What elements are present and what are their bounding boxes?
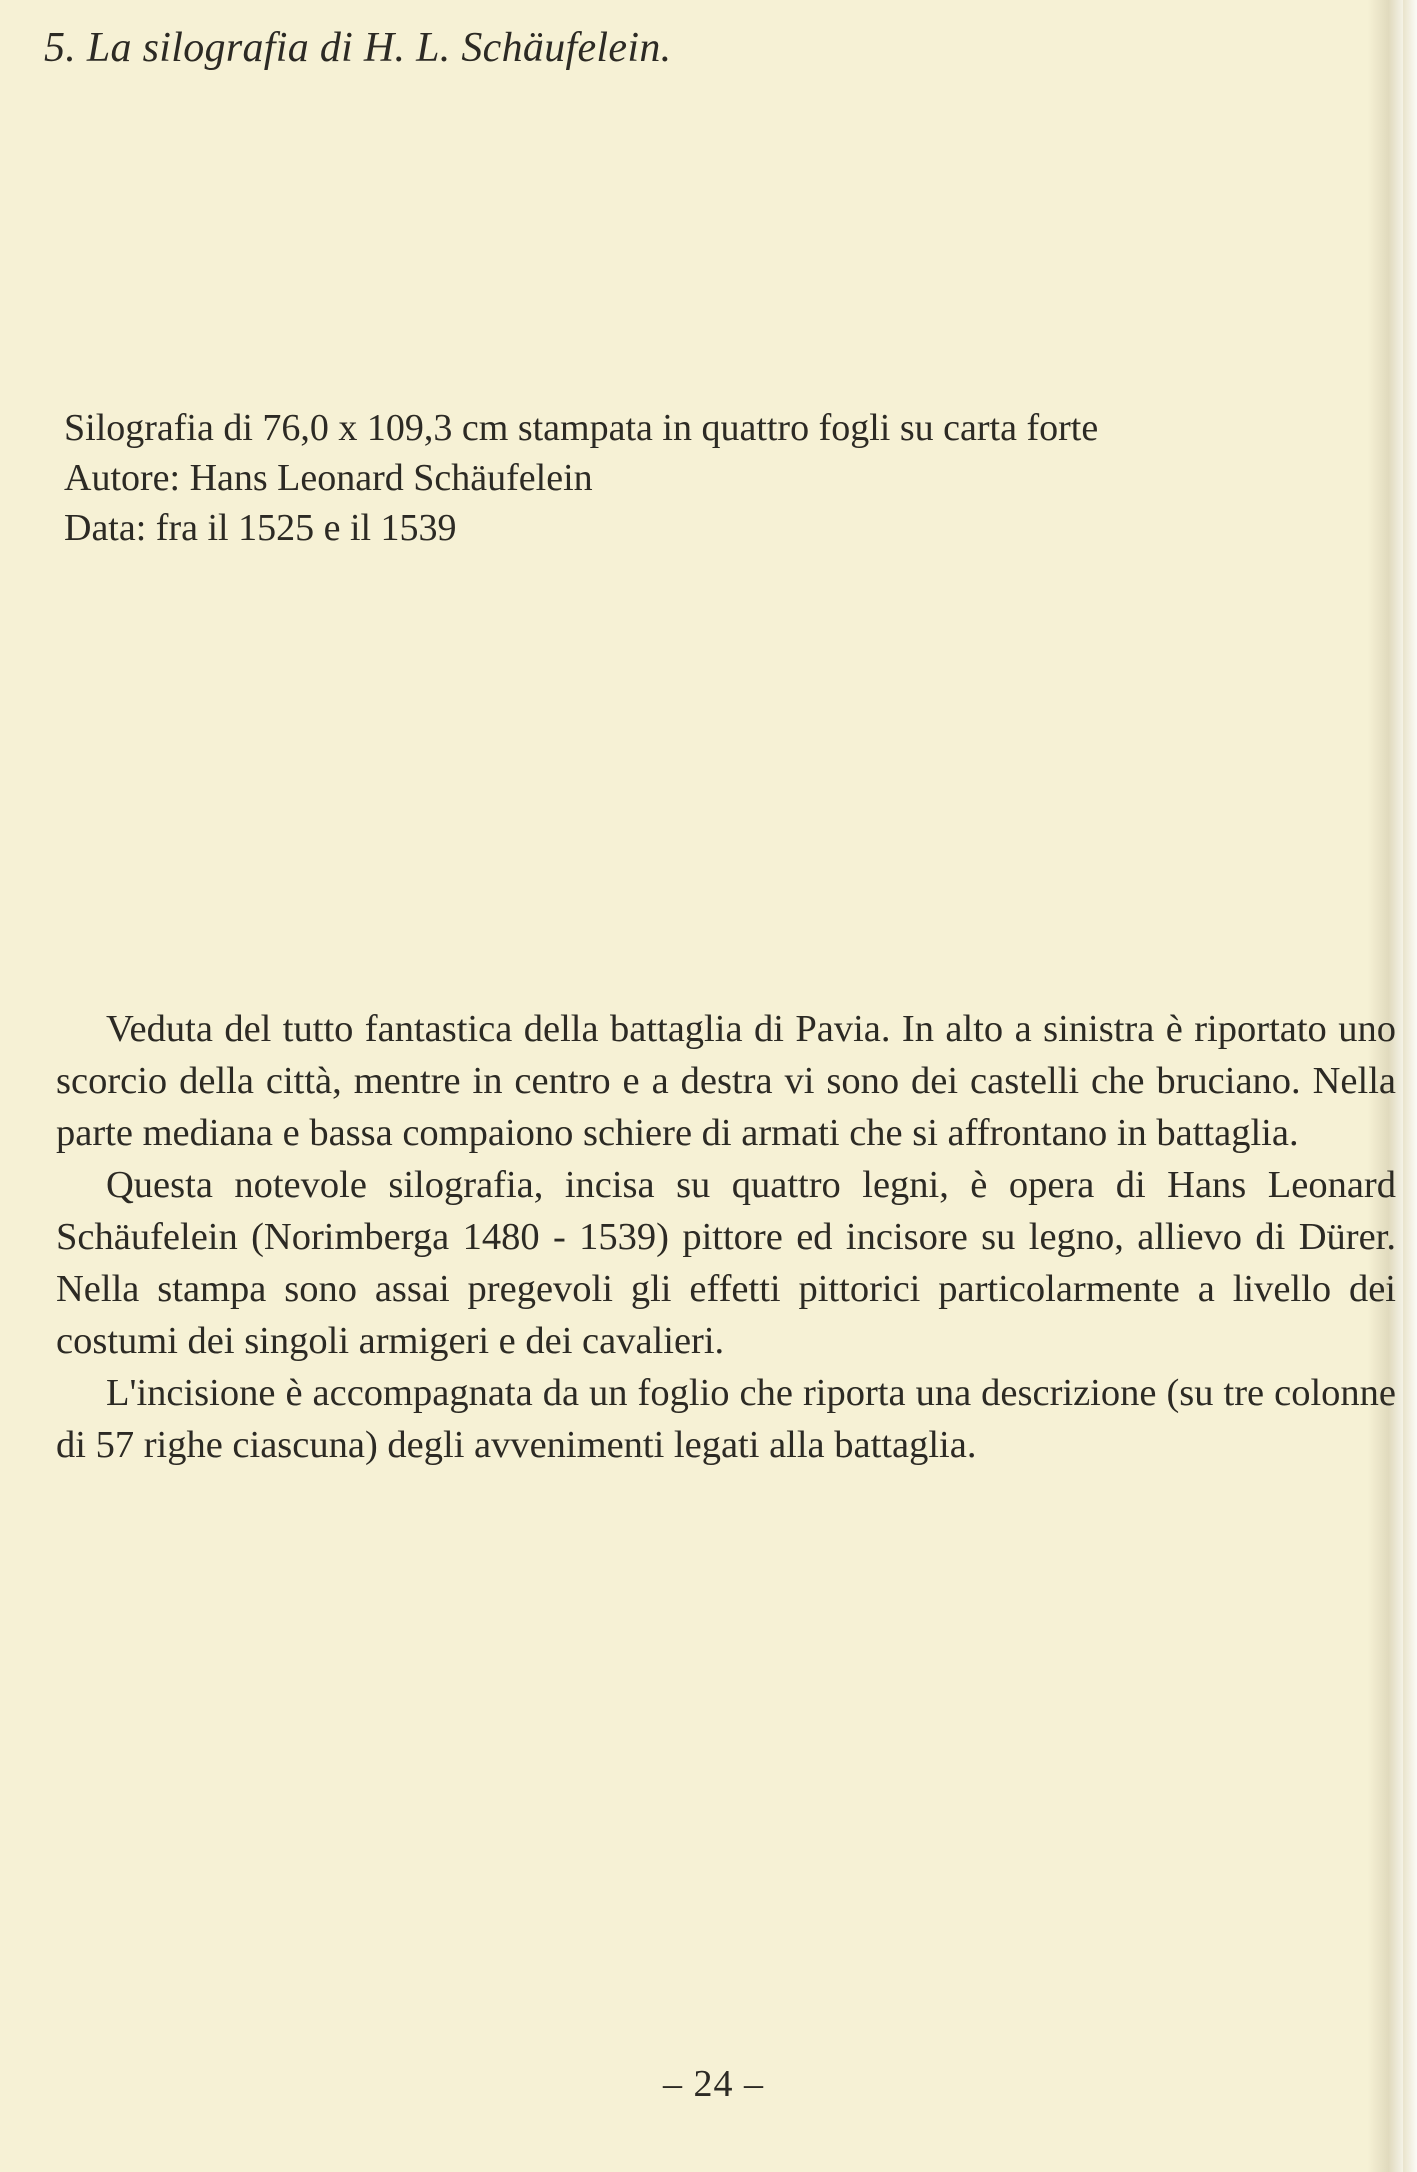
author-line: Autore: Hans Leonard Schäufelein — [64, 457, 593, 499]
running-head: 5. La silografia di H. L. Schäufelein. — [44, 25, 672, 71]
page-number: – 24 – — [663, 2063, 764, 2105]
paragraph: L'incisione è accompagnata da un foglio che riporta una descrizione (su tre colonne di 57 righe ciascuna) degli avvenimenti legati alla battaglia. — [56, 1372, 1396, 1466]
print-specifications — [64, 403, 1364, 553]
paragraph: Veduta del tutto fantastica della battaglia di Pavia. In alto a sinistra è riportato uno scorcio della città, mentre in centro e a destra vi sono dei castelli che bruciano. Nella parte mediana e bassa compaiono schiere di armati che si affrontano in battaglia. — [56, 1008, 1396, 1154]
technique-line: Silografia di 76,0 x 109,3 cm stampata in quattro fogli su carta forte — [64, 407, 1099, 449]
paragraph: Questa notevole silografia, incisa su quattro legni, è opera di Hans Leonard Schäufelein (Norimberga 1480 - 1539) pittore ed incisore su legno, allievo di Dürer. Nella stampa sono assai pregevoli gli effetti pittorici particolarmente a livello dei costumi dei singoli armigeri e dei cavalieri. — [56, 1164, 1396, 1362]
description-text — [56, 1003, 1396, 1471]
page-edge — [1403, 0, 1417, 2172]
date-line: Data: fra il 1525 e il 1539 — [64, 507, 457, 549]
